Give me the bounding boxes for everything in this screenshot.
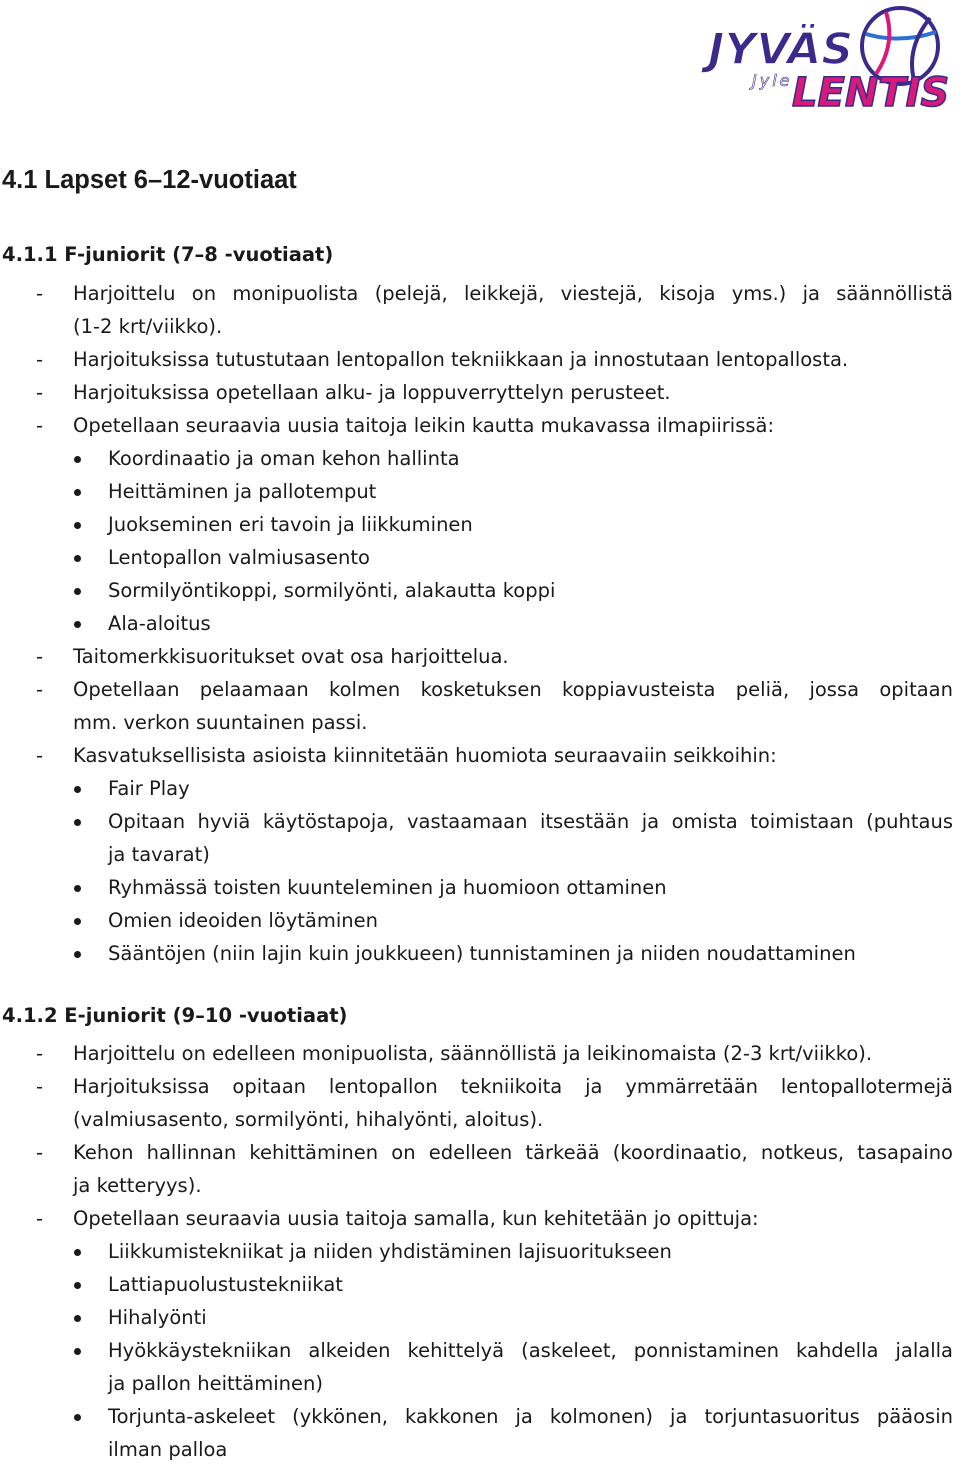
bullet-item <box>0 442 960 475</box>
list-item-text: (valmiusasento, sormilyönti, hihalyönti, aloitus). <box>73 1108 544 1131</box>
list-item <box>0 1037 960 1070</box>
bullet-text: Lattiapuolustustekniikat <box>108 1273 343 1296</box>
list-item <box>0 640 960 673</box>
list-item <box>0 673 960 706</box>
list-item-text: Kasvatuksellisista asioista kiinnitetään huomiota seuraavaiin seikkoihin: <box>73 744 777 767</box>
bullet-item <box>0 937 960 970</box>
list-item-text: Opetellaan pelaamaan kolmen kosketuksen koppiavusteista peliä, jossa opitaan <box>73 678 953 701</box>
dash-marker: - <box>36 282 44 305</box>
bullet-text: ilman palloa <box>108 1438 228 1461</box>
bullet-text: Hyökkäystekniikan alkeiden kehittelyä (askeleet, ponnistaminen kahdella jalalla <box>108 1339 953 1362</box>
dash-marker: - <box>36 645 44 668</box>
bullet-text: Lentopallon valmiusasento <box>108 546 370 569</box>
bullet-item <box>0 574 960 607</box>
bullet-item-continuation <box>0 1433 960 1466</box>
bullet-icon <box>74 555 81 562</box>
bullet-text: Opitaan hyviä käytöstapoja, vastaamaan itsestään ja omista toimistaan (puhtaus <box>108 810 953 833</box>
bullet-item <box>0 805 960 838</box>
bullet-icon <box>74 1414 81 1421</box>
bullet-text: Omien ideoiden löytäminen <box>108 909 379 932</box>
logo-text-lentis: LENTIS <box>792 70 950 114</box>
bullet-text: Liikkumistekniikat ja niiden yhdistäminen lajisuoritukseen <box>108 1240 672 1263</box>
bullet-icon <box>74 456 81 463</box>
dash-marker: - <box>36 381 44 404</box>
logo-text-jyvas: JYVÄS <box>708 24 854 75</box>
bullet-icon <box>74 1315 81 1322</box>
bullet-item-continuation <box>0 1367 960 1400</box>
bullet-item <box>0 772 960 805</box>
list-item <box>0 739 960 772</box>
bullet-item <box>0 508 960 541</box>
list-item-text: Opetellaan seuraavia uusia taitoja samalla, kun kehitetään jo opittuja: <box>73 1207 759 1230</box>
list-item <box>0 277 960 310</box>
section-title-e-juniorit: 4.1.2 E-juniorit (9–10 -vuotiaat) <box>2 1004 348 1027</box>
bullet-item <box>0 1268 960 1301</box>
dash-marker: - <box>36 744 44 767</box>
list-item-text: (1-2 krt/viikko). <box>73 315 223 338</box>
list-item <box>0 1202 960 1235</box>
bullet-item-continuation <box>0 838 960 871</box>
dash-marker: - <box>36 348 44 371</box>
section-title-f-juniorit: 4.1.1 F-juniorit (7–8 -vuotiaat) <box>2 243 334 266</box>
bullet-text: Juokseminen eri tavoin ja liikkuminen <box>108 513 473 536</box>
list-item <box>0 343 960 376</box>
list-item-text: mm. verkon suuntainen passi. <box>73 711 368 734</box>
list-item <box>0 376 960 409</box>
bullet-icon <box>74 819 81 826</box>
list-item-continuation <box>0 1103 960 1136</box>
list-item-continuation <box>0 310 960 343</box>
bullet-item <box>0 1301 960 1334</box>
bullet-icon <box>74 951 81 958</box>
dash-marker: - <box>36 1141 44 1164</box>
bullet-text: Sääntöjen (niin lajin kuin joukkueen) tunnistaminen ja niiden noudattaminen <box>108 942 856 965</box>
bullet-text: Fair Play <box>108 777 190 800</box>
bullet-text: Ryhmässä toisten kuunteleminen ja huomioon ottaminen <box>108 876 667 899</box>
list-item-text: Taitomerkkisuoritukset ovat osa harjoittelua. <box>73 645 509 668</box>
jyvaslentis-logo <box>700 4 956 114</box>
bullet-icon <box>74 885 81 892</box>
bullet-item <box>0 904 960 937</box>
list-item-text: Harjoittelu on edelleen monipuolista, säännöllistä ja leikinomaista (2-3 krt/viikko). <box>73 1042 873 1065</box>
list-item-text: Kehon hallinnan kehittäminen on edelleen tärkeää (koordinaatio, notkeus, tasapaino <box>73 1141 953 1164</box>
bullet-icon <box>74 522 81 529</box>
section-e-juniorit <box>0 1037 960 1466</box>
bullet-text: Heittäminen ja pallotemput <box>108 480 377 503</box>
bullet-text: ja tavarat) <box>108 843 210 866</box>
bullet-item <box>0 541 960 574</box>
list-item-continuation <box>0 706 960 739</box>
list-item-text: Harjoituksissa tutustutaan lentopallon tekniikkaan ja innostutaan lentopallosta. <box>73 348 849 371</box>
dash-marker: - <box>36 1075 44 1098</box>
bullet-text: Torjunta-askeleet (ykkönen, kakkonen ja kolmonen) ja torjuntasuoritus pääosin <box>108 1405 953 1428</box>
bullet-text: Koordinaatio ja oman kehon hallinta <box>108 447 460 470</box>
bullet-icon <box>74 489 81 496</box>
bullet-icon <box>74 786 81 793</box>
bullet-item <box>0 1235 960 1268</box>
list-item-text: Harjoittelu on monipuolista (pelejä, leikkejä, viestejä, kisoja yms.) ja säännöllistä <box>73 282 953 305</box>
bullet-text: Sormilyöntikoppi, sormilyönti, alakautta koppi <box>108 579 556 602</box>
bullet-icon <box>74 588 81 595</box>
bullet-text: Ala-aloitus <box>108 612 211 635</box>
bullet-item <box>0 475 960 508</box>
volleyball-logo-icon <box>700 4 956 114</box>
list-item <box>0 409 960 442</box>
list-item-text: Opetellaan seuraavia uusia taitoja leikin kautta mukavassa ilmapiirissä: <box>73 414 775 437</box>
bullet-icon <box>74 621 81 628</box>
section-f-juniorit <box>0 277 960 970</box>
dash-marker: - <box>36 414 44 437</box>
list-item-text: Harjoituksissa opitaan lentopallon tekniikoita ja ymmärretään lentopallotermejä <box>73 1075 953 1098</box>
bullet-item <box>0 607 960 640</box>
bullet-icon <box>74 918 81 925</box>
list-item <box>0 1136 960 1169</box>
page-title: 4.1 Lapset 6–12-vuotiaat <box>2 166 297 194</box>
bullet-icon <box>74 1348 81 1355</box>
list-item-text: ja ketteryys). <box>73 1174 202 1197</box>
bullet-item <box>0 871 960 904</box>
bullet-item <box>0 1334 960 1367</box>
bullet-icon <box>74 1249 81 1256</box>
bullet-icon <box>74 1282 81 1289</box>
list-item <box>0 1070 960 1103</box>
dash-marker: - <box>36 1207 44 1230</box>
list-item-text: Harjoituksissa opetellaan alku- ja loppuverryttelyn perusteet. <box>73 381 671 404</box>
logo-text-jyle: Jyle <box>752 71 793 90</box>
list-item-continuation <box>0 1169 960 1202</box>
bullet-item <box>0 1400 960 1433</box>
bullet-text: ja pallon heittäminen) <box>108 1372 323 1395</box>
bullet-text: Hihalyönti <box>108 1306 207 1329</box>
dash-marker: - <box>36 678 44 701</box>
dash-marker: - <box>36 1042 44 1065</box>
